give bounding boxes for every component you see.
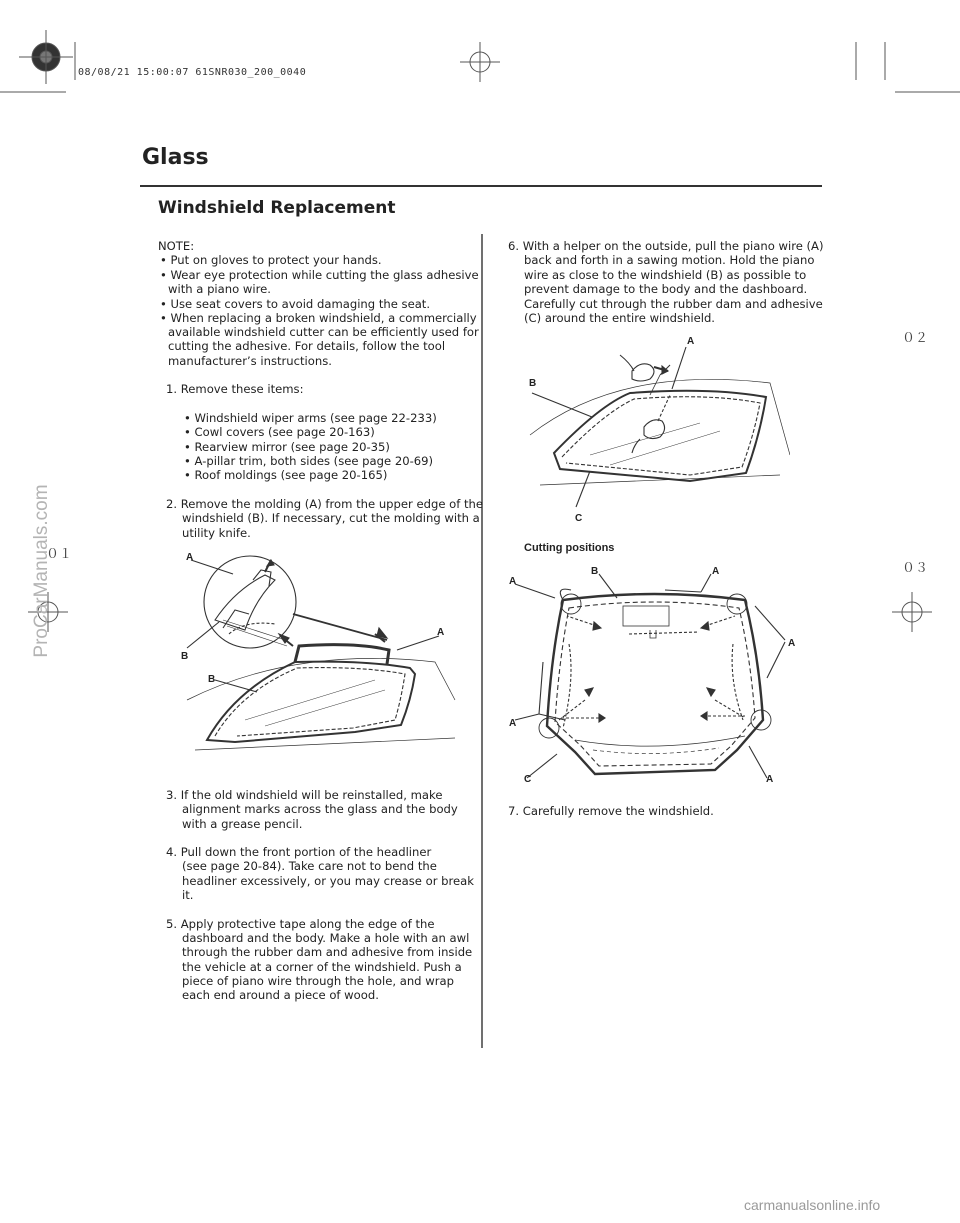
fig3-label-a-topright: A <box>712 566 720 577</box>
section-title: Glass <box>142 145 209 170</box>
margin-mark: ０３ <box>902 561 929 576</box>
page-heading: Windshield Replacement <box>158 198 396 218</box>
step-1-item: • Windshield wiper arms (see page 22-233) <box>184 411 437 425</box>
step-5: 5. Apply protective tape along the edge of the <box>166 917 435 931</box>
step-2: 2. Remove the molding (A) from the upper edge of the <box>166 497 484 511</box>
note-line: available windshield cutter can be efficiently used for <box>168 325 479 339</box>
step-6: 6. With a helper on the outside, pull the piano wire (A) <box>508 239 824 253</box>
fig3-label-a-topleft: A <box>509 576 517 587</box>
fig2-label-a: A <box>687 336 695 347</box>
step-6: Carefully cut through the rubber dam and adhesive <box>524 297 823 311</box>
fig1-label-b-left: B <box>181 651 189 662</box>
step-6: wire as close to the windshield (B) as possible to <box>524 268 807 282</box>
fig2-label-c: C <box>575 513 583 524</box>
print-timestamp: 08/08/21 15:00:07 61SNR030_200_0040 <box>78 67 307 78</box>
step-3: 3. If the old windshield will be reinstalled, make <box>166 788 443 802</box>
step-5: through the rubber dam and adhesive from inside <box>182 945 473 959</box>
fig1-label-a-top: A <box>186 552 194 563</box>
note-line: • Put on gloves to protect your hands. <box>160 253 382 267</box>
cutting-positions-caption: Cutting positions <box>524 542 615 554</box>
margin-mark: ０１ <box>46 547 73 562</box>
step-2: windshield (B). If necessary, cut the molding with a <box>182 511 480 525</box>
step-6: prevent damage to the body and the dashboard. <box>524 282 808 296</box>
step-6: back and forth in a sawing motion. Hold the piano <box>524 253 815 267</box>
step-1: 1. Remove these items: <box>166 382 304 396</box>
piano-wire-cutting-figure <box>520 335 790 530</box>
fig1-label-a-right: A <box>437 627 445 638</box>
note-line: cutting the adhesive. For details, follow the tool <box>168 339 446 353</box>
step-5: piece of piano wire through the hole, and wrap <box>182 974 454 988</box>
step-5: dashboard and the body. Make a hole with an awl <box>182 931 470 945</box>
footer-watermark: carmanualsonline.info <box>744 1197 881 1213</box>
step-4: it. <box>182 888 194 902</box>
step-3: with a grease pencil. <box>182 817 303 831</box>
step-2: utility knife. <box>182 526 251 540</box>
fig3-label-a-left: A <box>509 718 517 729</box>
note-line: • Wear eye protection while cutting the glass adhesive <box>160 268 479 282</box>
margin-mark: ０２ <box>902 331 929 346</box>
step-3: alignment marks across the glass and the body <box>182 802 458 816</box>
fig3-label-a-right: A <box>788 638 796 649</box>
fig3-label-c: C <box>524 774 532 785</box>
step-7: 7. Carefully remove the windshield. <box>508 804 714 818</box>
side-watermark: ProCarManuals.com <box>31 484 52 658</box>
fig1-label-b-lower: B <box>208 674 216 685</box>
note-line: • When replacing a broken windshield, a commercially <box>160 311 477 325</box>
fig2-label-b: B <box>529 378 537 389</box>
step-4: headliner excessively, or you may crease or break <box>182 874 474 888</box>
step-1-item: • Cowl covers (see page 20-163) <box>184 425 375 439</box>
step-5: the vehicle at a corner of the windshield. Push a <box>182 960 462 974</box>
note-line: with a piano wire. <box>168 282 271 296</box>
step-1-item: • Rearview mirror (see page 20-35) <box>184 440 390 454</box>
step-1-item: • A-pillar trim, both sides (see page 20-69) <box>184 454 434 468</box>
fig3-label-b-top: B <box>591 566 599 577</box>
fig3-label-a-bottomright: A <box>766 774 774 785</box>
note-line: • Use seat covers to avoid damaging the seat. <box>160 297 431 311</box>
step-4: 4. Pull down the front portion of the headliner <box>166 845 432 859</box>
step-1-item: • Roof moldings (see page 20-165) <box>184 468 388 482</box>
step-6: (C) around the entire windshield. <box>524 311 715 325</box>
note-line: manufacturer’s instructions. <box>168 354 332 368</box>
note-header: NOTE: <box>158 239 195 253</box>
molding-removal-figure <box>175 550 465 760</box>
step-5: each end around a piece of wood. <box>182 988 379 1002</box>
step-4: (see page 20-84). Take care not to bend the <box>182 859 437 873</box>
cutting-positions-figure <box>505 560 805 795</box>
